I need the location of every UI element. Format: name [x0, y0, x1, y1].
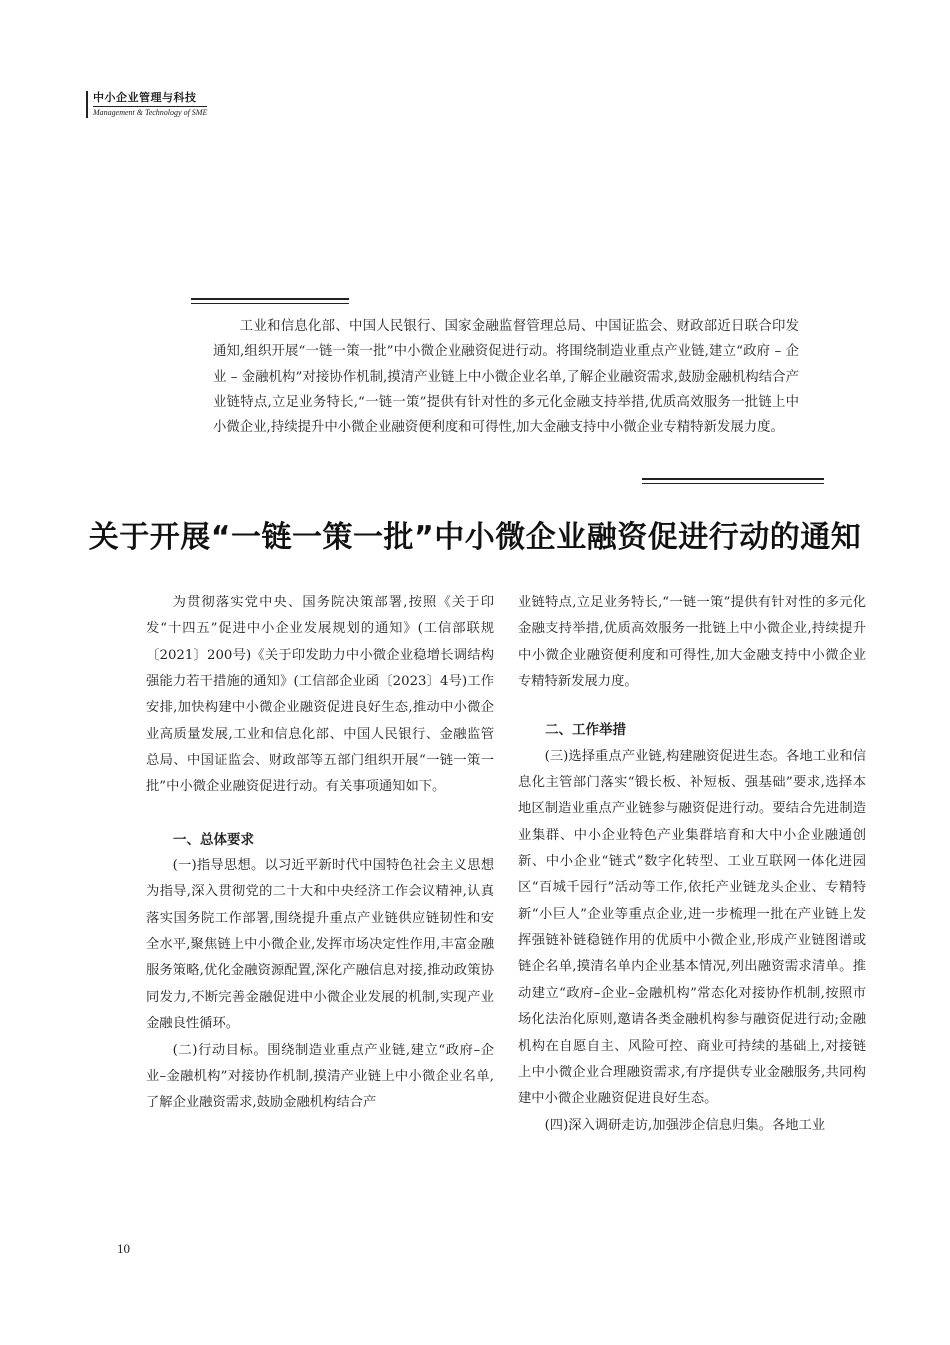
journal-title-cn: 中小企业管理与科技	[93, 91, 197, 104]
paragraph-key-industry-chain: (三)选择重点产业链,构建融资促进生态。各地工业和信息化主管部门落实“锻长板、补短板、强基础”要求,选择本地区制造业重点产业链参与融资促进行动。要结合先进制造业集群、中小企业特色产业集群培育和大中小企业融通创新、中小企业“链式”数字化转型、工业互联网一体化进园区“百城千园行”活动等工作,依托产业链龙头企业、专精特新“小巨人”企业等重点企业,进一步梳理一批在产业链上发挥强链补链稳链作用的优质中小微企业,形成产业链图谱或链企名单,摸清名单内企业基本情况,列出融资需求清单。推动建立“政府–企业–金融机构”常态化对接协作机制,按照市场化法治化原则,邀请各类金融机构参与融资促进行动;金融机构在自愿自主、风险可控、商业可持续的基础上,对接链上中小微企业合理融资需求,有序提供专业金融服务,共同构建中小微企业融资促进良好生态。	[518, 748, 866, 1107]
section-heading-work-measures: 二、工作举措	[545, 722, 626, 739]
abstract-bottom-rule	[642, 478, 824, 480]
intro-paragraph: 为贯彻落实党中央、国务院决策部署,按照《关于印发“十四五”促进中小企业发展规划的通知》(工信部联规〔2021〕200号)《关于印发助力中小微企业稳增长调结构强能力若干措施的通知》(工信部企业函〔2023〕4号)工作安排,加快构建中小微企业融资促进良好生态,推动中小微企业高质量发展,工业和信息化部、中国人民银行、金融监管总局、中国证监会、财政部等五部门组织开展“一链一策一批”中小微企业融资促进行动。有关事项通知如下。	[146, 595, 494, 795]
page-number: 10	[117, 1241, 130, 1256]
section-heading-general-requirements: 一、总体要求	[173, 831, 254, 848]
paragraph-research-visits: (四)深入调研走访,加强涉企信息归集。各地工业	[544, 1117, 826, 1133]
journal-title-en: Management & Technology of SME	[93, 108, 208, 117]
right-column	[518, 590, 866, 1139]
abstract-top-rule	[191, 298, 349, 300]
article-title: 关于开展“一链一策一批”中小微企业融资促进行动的通知	[88, 520, 862, 555]
paragraph-action-goal-continued: 业链特点,立足业务特长,“一链一策”提供有针对性的多元化金融支持举措,优质高效服务一批链上中小微企业,持续提升中小微企业融资便利度和可得性,加大金融支持中小微企业专精特新发展力度。	[518, 595, 866, 690]
paragraph-guiding-ideology: (一)指导思想。以习近平新时代中国特色社会主义思想为指导,深入贯彻党的二十大和中央经济工作会议精神,认真落实国务院工作部署,围绕提升重点产业链供应链韧性和安全水平,聚焦链上中小微企业,发挥市场决定性作用,丰富金融服务策略,优化金融资源配置,深化产融信息对接,推动政策协同发力,不断完善金融促进中小微企业发展的机制,实现产业金融良性循环。	[146, 858, 494, 1032]
abstract-text: 工业和信息化部、中国人民银行、国家金融监督管理总局、中国证监会、财政部近日联合印发通知,组织开展“一链一策一批”中小微企业融资促进行动。将围绕制造业重点产业链,建立“政府 – 企业 – 金融机构”对接协作机制,摸清产业链上中小微企业名单,了解企业融资需求,鼓励金融机构结合产业链特点,立足业务特长,“一链一策”提供有针对性的多元化金融支持举措,优质高效服务一批链上中小微企业,持续提升中小微企业融资便利度和可得性,加大金融支持中小微企业专精特新发展力度。	[213, 319, 799, 436]
journal-header	[86, 91, 207, 118]
left-column	[146, 590, 494, 1117]
paragraph-action-goal: (二)行动目标。围绕制造业重点产业链,建立“政府–企业–金融机构”对接协作机制,摸清产业链上中小微企业名单,了解企业融资需求,鼓励金融机构结合产	[146, 1042, 494, 1111]
